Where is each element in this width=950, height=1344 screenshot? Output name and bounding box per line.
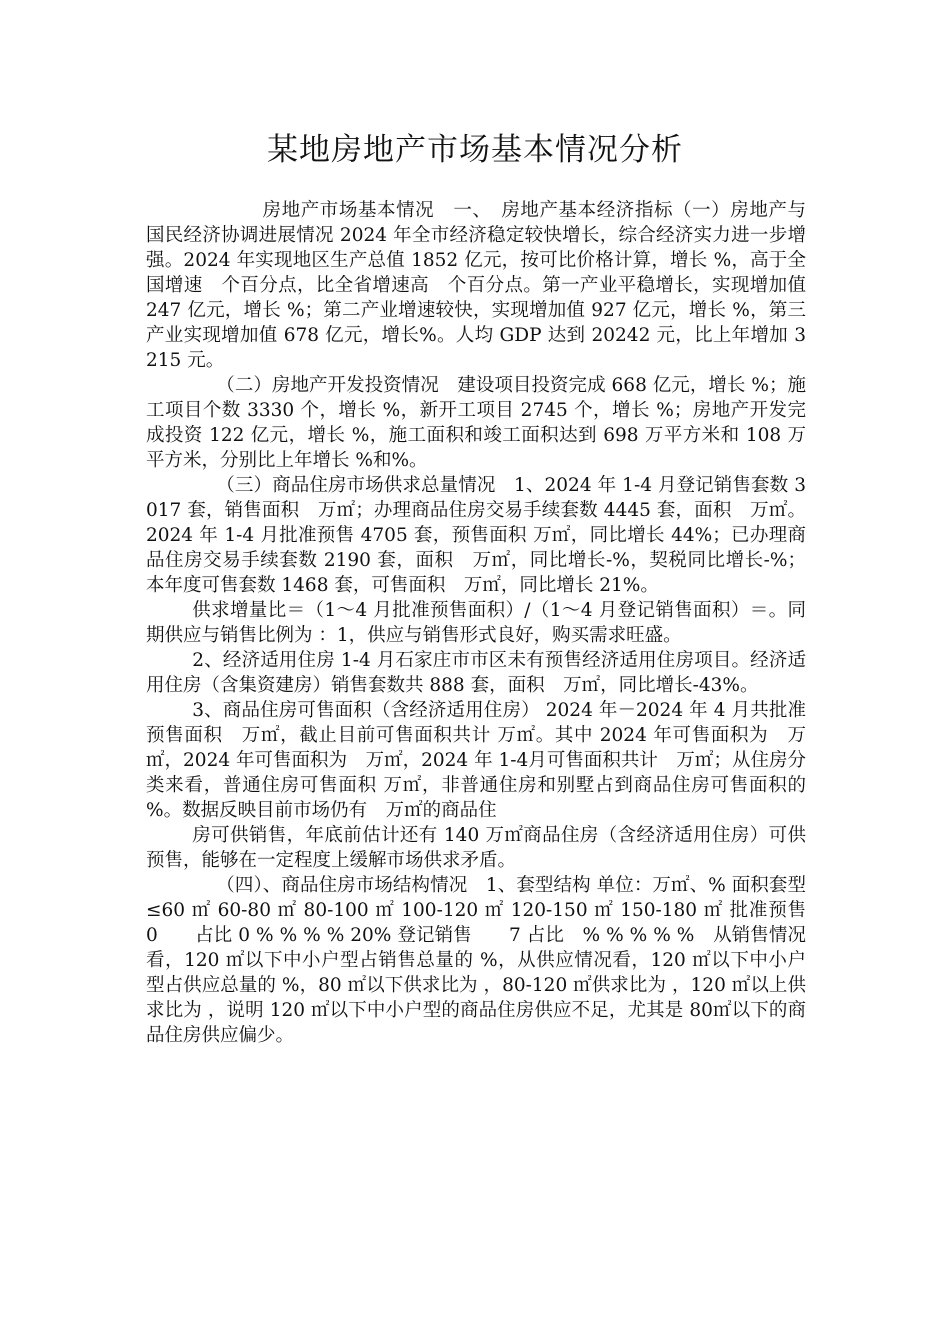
paragraph-available-area: 3、商品住房可售面积（含经济适用住房） 2024 年－2024 年 4 月共批准预售面积 万㎡，截止目前可售面积共计 万㎡。其中 2024 年可售面积为 万㎡，2024 年可售面积为 万㎡，2024 年 1-4月可售面积共计 万㎡；从住房分类来看，普通住房可售面积 万㎡，非普通住房和别墅占到商品住房可售面积的 %。数据反映目前市场仍有 万㎡的商品住	[146, 700, 806, 821]
paragraph-economic-indicators: 房地产市场基本情况 一、 房地产基本经济指标（一）房地产与国民经济协调进展情况 2024 年全市经济稳定较快增长，综合经济实力进一步增强。2024 年实现地区生产总值 1852 亿元，按可比价格计算，增长 %，高于全国增速 个百分点，比全省增速高 个百分点。第一产业平稳增长，实现增加值 247 亿元，增长 %；第二产业增速较快，实现增加值 927 亿元，增长 %，第三产业实现增加值 678 亿元，增长%。人均 GDP 达到 20242 元，比上年增加 3215 元。	[146, 200, 806, 371]
paragraph-development-investment: （二）房地产开发投资情况 建设项目投资完成 668 亿元，增长 %；施工项目个数 3330 个，增长 %，新开工项目 2745 个，增长 %；房地产开发完成投资 122 亿元，增长 %，施工面积和竣工面积达到 698 万平方米和 108 万平方米，分别比上年增长 %和%。	[146, 375, 806, 471]
paragraph-available-supply: 房可供销售，年底前估计还有 140 万㎡商品住房（含经济适用住房）可供预售，能够在一定程度上缓解市场供求矛盾。	[146, 825, 806, 871]
document-body	[146, 198, 806, 1048]
paragraph-affordable-housing: 2、经济适用住房 1-4 月石家庄市市区未有预售经济适用住房项目。经济适用住房（含集资建房）销售套数共 888 套，面积 万㎡，同比增长-43%。	[146, 650, 806, 696]
paragraph-market-structure: （四）、商品住房市场结构情况 1、套型结构 单位：万㎡、% 面积套型 ≤60 ㎡ 60-80 ㎡ 80-100 ㎡ 100-120 ㎡ 120-150 ㎡ 150-180 ㎡ 批准预售 0 占比 0 % % % % 20% 登记销售 7 占比 % % % % % 从销售情况看，120 ㎡以下中小户型占销售总量的 %，从供应情况看，120 ㎡以下中小户型占供应总量的 %，80 ㎡以下供求比为 ，80-120 ㎡供求比为 ，120 ㎡以上供求比为 ，说明 120 ㎡以下中小户型的商品住房供应不足，尤其是 80㎡以下的商品住房供应偏少。	[146, 875, 806, 1046]
paragraph-supply-demand-ratio: 供求增量比＝（1～4 月批准预售面积）/（1～4 月登记销售面积）＝。同期供应与销售比例为 ：1，供应与销售形式良好，购买需求旺盛。	[146, 600, 806, 646]
paragraph-supply-demand-total: （三）商品住房市场供求总量情况 1、2024 年 1-4 月登记销售套数 3017 套，销售面积 万㎡；办理商品住房交易手续套数 4445 套，面积 万㎡。2024 年 1-4 月批准预售 4705 套，预售面积 万㎡，同比增长 44%；已办理商品住房交易手续套数 2190 套，面积 万㎡，同比增长-%，契税同比增长-%；本年度可售套数 1468 套，可售面积 万㎡，同比增长 21%。	[146, 475, 806, 596]
document-title: 某地房地产市场基本情况分析	[267, 132, 683, 168]
